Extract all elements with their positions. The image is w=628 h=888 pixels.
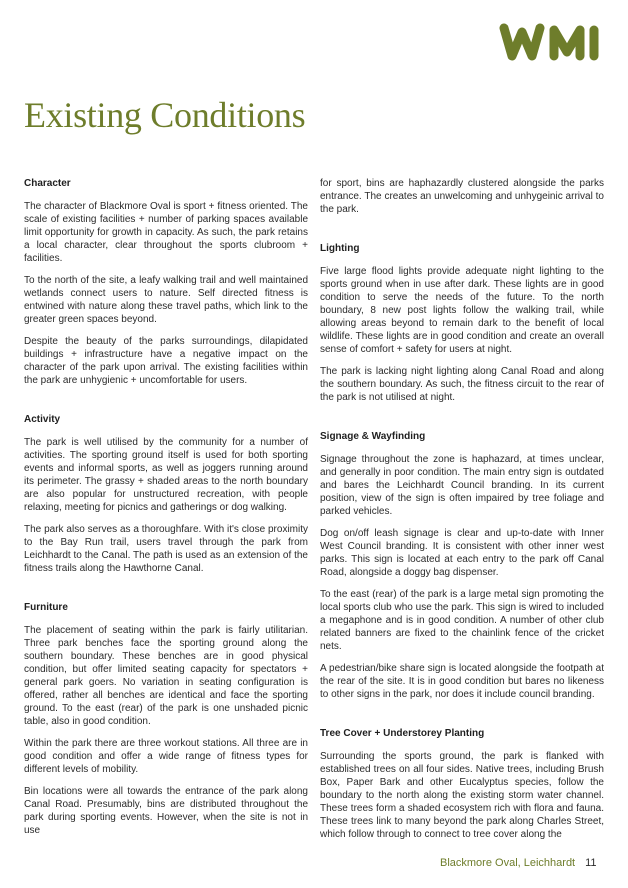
paragraph: for sport, bins are haphazardly clustered alongside the parks entrance. The creates an unwelcoming and unhygeinic arrival to the park.	[320, 178, 604, 215]
section-furniture	[24, 601, 308, 837]
paragraph: Surrounding the sports ground, the park is flanked with established trees on all four sides. Native trees, including Brush Box, Paper Bark and other Eucalyptus species, follow the boundary to the north along the existing storm water channel. These trees form a shaded ecosystem rich with flora and fauna. These trees link to many beyond the park along Charles Street, which follow through to connect to tree cover along the	[320, 751, 604, 840]
wm-logo-mark	[496, 20, 606, 64]
paragraph: The park also serves as a thoroughfare. With it's close proximity to the Bay Run trail, users travel through the park from Leichhardt to the Canal. The path is used as an extension of the fitness trails along the Hawthorne Canal.	[24, 524, 308, 574]
section-heading: Activity	[24, 414, 61, 425]
section-heading: Furniture	[24, 602, 68, 613]
section-heading: Lighting	[320, 243, 360, 254]
page-footer	[440, 857, 597, 869]
section-activity	[24, 413, 308, 575]
page-number: 11	[585, 857, 597, 869]
paragraph: To the north of the site, a leafy walking trail and well maintained wetlands connect users to nature. Self directed fitness is entwined with nature along these travel paths, which link to the greater green spaces beyond.	[24, 275, 308, 325]
wm-logo	[496, 20, 606, 64]
section-heading: Character	[24, 178, 71, 189]
paragraph: Within the park there are three workout stations. All three are in good condition and offer a wide range of fitness types for different levels of mobility.	[24, 738, 308, 775]
paragraph: Bin locations were all towards the entrance of the park along Canal Road. Presumably, bins are distributed throughout the park during sporting events. However, when the site is not in use	[24, 786, 308, 836]
left-column	[24, 177, 308, 863]
paragraph: A pedestrian/bike share sign is located alongside the footpath at the rear of the site. It is in good condition but bares no likeness to other signs in the park, nor does it include council branding.	[320, 663, 604, 700]
page-title: Existing Conditions	[24, 95, 306, 135]
paragraph: Signage throughout the zone is haphazard, at times unclear, and generally in poor condition. The main entry sign is outdated and bares the Leichhardt Council branding. In its current position, view of the sign is often impaired by tree foliage and parked vehicles.	[320, 454, 604, 517]
paragraph: To the east (rear) of the park is a large metal sign promoting the local sports club who use the park. This sign is wired to included a megaphone and is in good condition. A number of other club related banners are fixed to the chainlink fence of the cricket nets.	[320, 589, 604, 652]
paragraph: Five large flood lights provide adequate night lighting to the sports ground when in use after dark. These lights are in good condition to serve the needs of the future. To the north boundary, 8 new post lights follow the walking trail, while allowing areas beyond to remain dark to the benefit of local wildlife. These lights are in good condition and create an overall sense of comfort + safety for users at night.	[320, 266, 604, 355]
paragraph: The park is lacking night lighting along Canal Road and along the southern boundary. As such, the fitness circuit to the rear of the park is not utilised at night.	[320, 366, 604, 403]
section-character	[24, 177, 308, 387]
paragraph: Despite the beauty of the parks surroundings, dilapidated buildings + infrastructure have a negative impact on the character of the park upon arrival. The existing facilities within the park are unhygienic + uncomfortable for users.	[24, 336, 308, 386]
footer-location: Blackmore Oval, Leichhardt	[440, 857, 576, 869]
section-lighting	[320, 242, 604, 404]
section-signage	[320, 430, 604, 701]
section-heading: Signage & Wayfinding	[320, 431, 426, 442]
paragraph: The character of Blackmore Oval is sport + fitness oriented. The scale of existing facilities + number of parking spaces available limit opportunity for growth in capacity. As such, the park retains a local character, clear throughout the sports clubroom + facilities.	[24, 201, 308, 264]
section-heading: Tree Cover + Understorey Planting	[320, 728, 485, 739]
paragraph: Dog on/off leash signage is clear and up-to-date with Inner West Council branding. It is consistent with other inner west parks. This sign is located at each entry to the park off Canal Road, alongside a doggy bag dispenser.	[320, 528, 604, 578]
right-column	[320, 177, 604, 867]
section-tree-cover	[320, 727, 604, 841]
paragraph: The placement of seating within the park is fairly utilitarian. Three park benches face the sporting ground along the southern boundary. These benches are in good physical condition, but offer limited seating capacity for spectators + general park goers. No variation in seating configuration is offered, rather all benches are identical and face the sporting ground. To the east (rear) of the park is one unshaded picnic table, also in good condition.	[24, 625, 308, 727]
paragraph: The park is well utilised by the community for a number of activities. The sporting ground itself is used for both sporting events and informal sports, as well as joggers running around its perimeter. The grassy + shaded areas to the north boundary are also popular for unstructured recreation, with people relaxing, meeting for picnics and gatherings or dog walking.	[24, 437, 308, 513]
section-continued	[320, 177, 604, 216]
